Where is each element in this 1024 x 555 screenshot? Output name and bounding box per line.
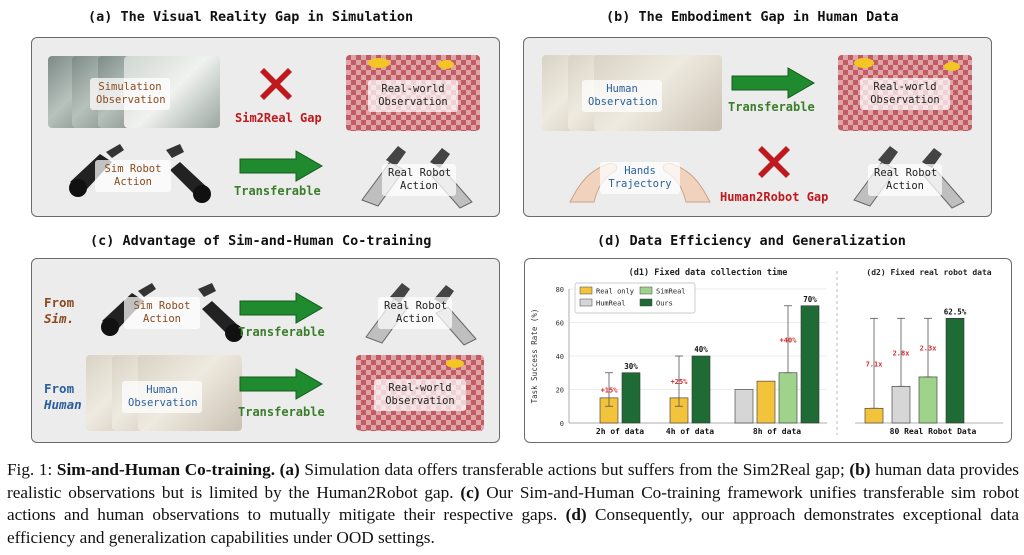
caption-fig-number: Fig. 1: [7,460,53,479]
x-tick-label: 8h of data [752,427,802,436]
bar [779,373,797,423]
transferable-label: Transferable [728,100,815,114]
banana-icon [438,60,454,69]
banana-icon [446,359,464,368]
legend-label: SimReal [656,287,686,296]
transferable-label: Transferable [238,325,325,339]
panel-a-title: (a) The Visual Reality Gap in Simulation [88,9,414,25]
real-world-observation-label: Real-world Observation [368,80,458,112]
panel-b-title: (b) The Embodiment Gap in Human Data [606,9,899,25]
panel-b [523,37,992,217]
y-tick-label: 80 [555,286,564,294]
panel-d [524,258,1012,443]
legend-swatch [640,287,652,294]
figure-caption [7,459,1019,549]
from-human-line2: Human [44,397,82,412]
chart-title-d1: (d1) Fixed data collection time [628,268,788,278]
gain-label: +25% [670,378,688,387]
bar [892,386,910,423]
caption-tag-a: (a) [279,460,300,479]
panel-c [31,258,500,443]
y-tick-label: 0 [559,420,564,428]
banana-icon [368,58,390,68]
sim-observation-label: Simulation Observation [90,78,170,110]
sim2real-gap-label: Sim2Real Gap [235,111,322,125]
caption-tag-c: (c) [460,482,480,502]
value-label: 30% [624,361,638,371]
bar [622,373,640,423]
real-robot-action-label: Real Robot Action [378,297,452,329]
gain-label: +15% [600,386,618,395]
hands-trajectory-label: Hands Trajectory [600,162,680,194]
y-tick-label: 60 [555,319,564,328]
from-human-label [44,381,82,413]
real-robot-action-label: Real Robot Action [382,164,456,196]
x-tick-label: 2h of data [595,427,645,436]
real-robot-action-label: Real Robot Action [868,164,942,196]
arrow-right-icon [238,291,324,325]
caption-text-d: Consequently, our approach demonstrates exceptional data efficiency and generalization capabilities under OOD settings. [7,505,1019,547]
legend-label: Real only [596,287,634,296]
caption-text-b: human data provides realistic observations but is limited by the Human2Robot gap. [7,460,1019,502]
data-efficiency-chart [525,259,1010,441]
cross-icon [754,142,794,182]
cross-icon [256,64,296,104]
transferable-label: Transferable [234,184,321,198]
from-sim-line2: Sim. [44,311,75,326]
bar [735,390,753,424]
caption-title: Sim-and-Human Co-training. [56,460,276,479]
bar [757,381,775,423]
legend-label: HumReal [596,299,626,308]
x-tick-label: 80 Real Robot Data [889,427,977,436]
value-label: 70% [803,294,817,304]
panel-c-title: (c) Advantage of Sim-and-Human Co-training [90,233,432,249]
legend-label: Ours [656,299,673,308]
chart-title-d2: (d2) Fixed real robot data [866,268,992,277]
value-label: 40% [694,345,708,354]
sim-robot-action-label: Sim Robot Action [124,297,200,329]
from-sim-label [44,295,74,327]
gain-label: 7.1x [865,360,883,369]
y-axis-label: Task Success Rate (%) [530,308,539,404]
caption-text-c: Our Sim-and-Human Co-training framework unifies transferable sim robot actions and human observations to mutually mitigate their respective gaps. [7,482,1019,524]
y-tick-label: 20 [555,386,564,395]
arrow-right-icon [730,66,816,100]
caption-text-a: Simulation data offers transferable actions but suffers from the Sim2Real gap; [299,460,850,479]
y-tick-label: 40 [555,353,564,361]
transferable-label: Transferable [238,405,325,419]
panel-a [31,37,500,217]
bar [692,356,710,423]
real-world-observation-label: Real-world Observation [860,78,950,110]
from-sim-line1: From [44,295,75,310]
arrow-right-icon [238,367,324,401]
bar [865,408,883,423]
arrow-right-icon [238,149,324,183]
legend-swatch [640,299,652,306]
legend-swatch [580,287,592,294]
bar [801,306,819,423]
from-human-line1: From [44,381,75,396]
banana-icon [854,58,874,68]
human2robot-gap-label: Human2Robot Gap [720,190,829,204]
gain-label: +40% [779,336,797,345]
bar [946,318,964,423]
human-observation-label: Human Observation [582,80,662,112]
x-tick-label: 4h of data [665,427,715,436]
human-observation-label: Human Observation [122,381,202,413]
panel-d-title: (d) Data Efficiency and Generalization [597,233,906,249]
banana-icon [944,62,960,71]
legend-swatch [580,299,592,306]
real-world-observation-label: Real-world Observation [374,379,466,411]
bar [919,377,937,423]
gain-label: 2.8x [892,349,910,358]
value-label: 62.5% [943,307,967,317]
gain-label: 2.3x [919,344,937,353]
caption-tag-d: (d) [565,505,587,524]
sim-robot-action-label: Sim Robot Action [95,160,171,192]
caption-tag-b: (b) [849,460,871,479]
